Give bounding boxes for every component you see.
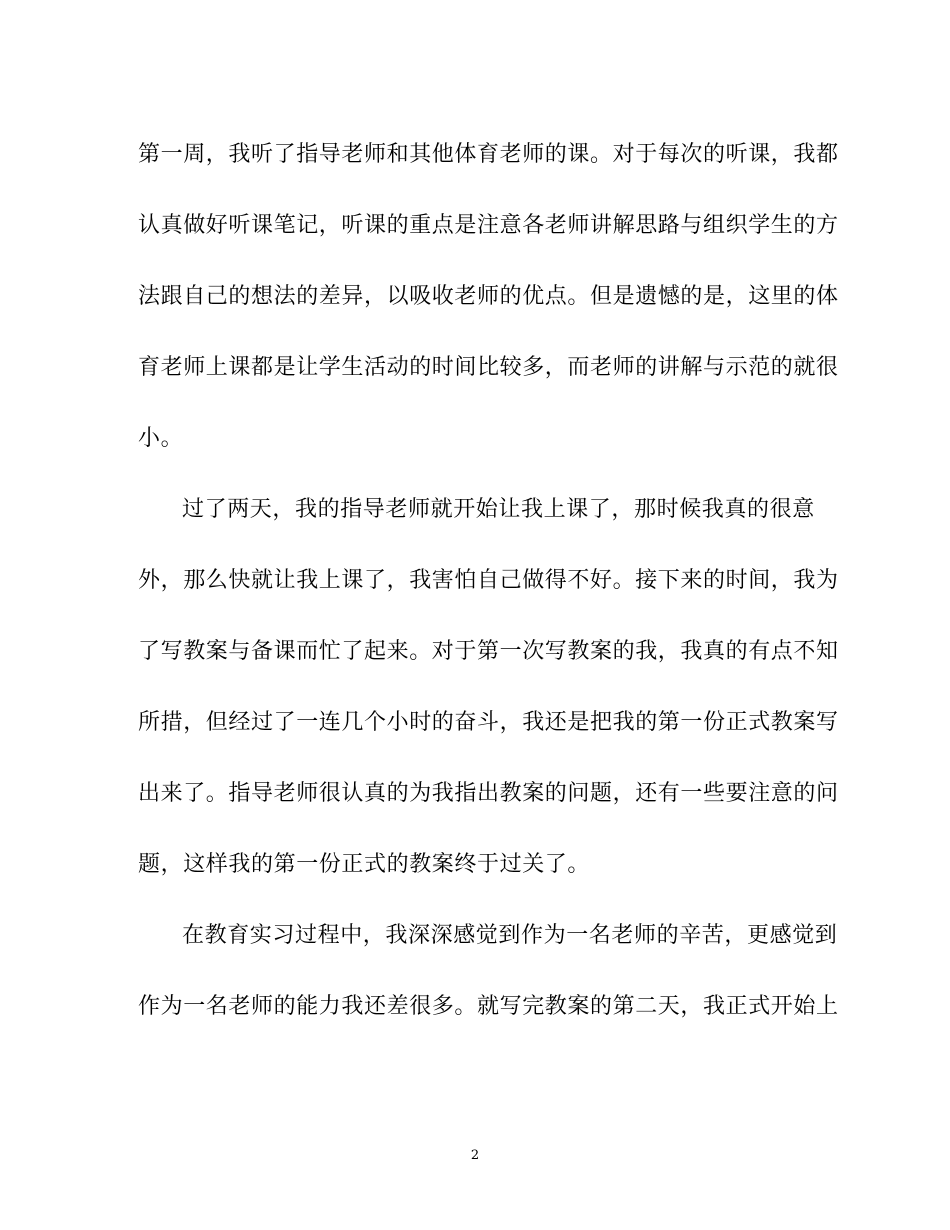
text-line: 认真做好听课笔记，听课的重点是注意各老师讲解思路与组织学生的方 <box>138 213 839 238</box>
text-line: 外，那么快就让我上课了，我害怕自己做得不好。接下来的时间，我为 <box>138 568 839 593</box>
text-line: 作为一名老师的能力我还差很多。就写完教案的第二天，我正式开始上 <box>138 994 839 1019</box>
text-line: 法跟自己的想法的差异，以吸收老师的优点。但是遗憾的是，这里的体 <box>138 284 839 309</box>
text-line: 所措，但经过了一连几个小时的奋斗，我还是把我的第一份正式教案写 <box>138 710 839 735</box>
text-line: 第一周，我听了指导老师和其他体育老师的课。对于每次的听课，我都 <box>138 142 839 167</box>
page-number: 2 <box>470 1148 480 1163</box>
text-line: 了写教案与备课而忙了起来。对于第一次写教案的我，我真的有点不知 <box>138 639 839 664</box>
text-line: 小。 <box>138 426 184 451</box>
text-line: 在教育实习过程中，我深深感觉到作为一名老师的辛苦，更感觉到 <box>182 923 838 948</box>
text-line: 育老师上课都是让学生活动的时间比较多，而老师的讲解与示范的就很 <box>138 355 839 380</box>
text-line: 出来了。指导老师很认真的为我指出教案的问题，还有一些要注意的问 <box>138 781 839 806</box>
text-line: 过了两天，我的指导老师就开始让我上课了，那时候我真的很意 <box>182 497 815 522</box>
text-line: 题，这样我的第一份正式的教案终于过关了。 <box>138 852 591 877</box>
